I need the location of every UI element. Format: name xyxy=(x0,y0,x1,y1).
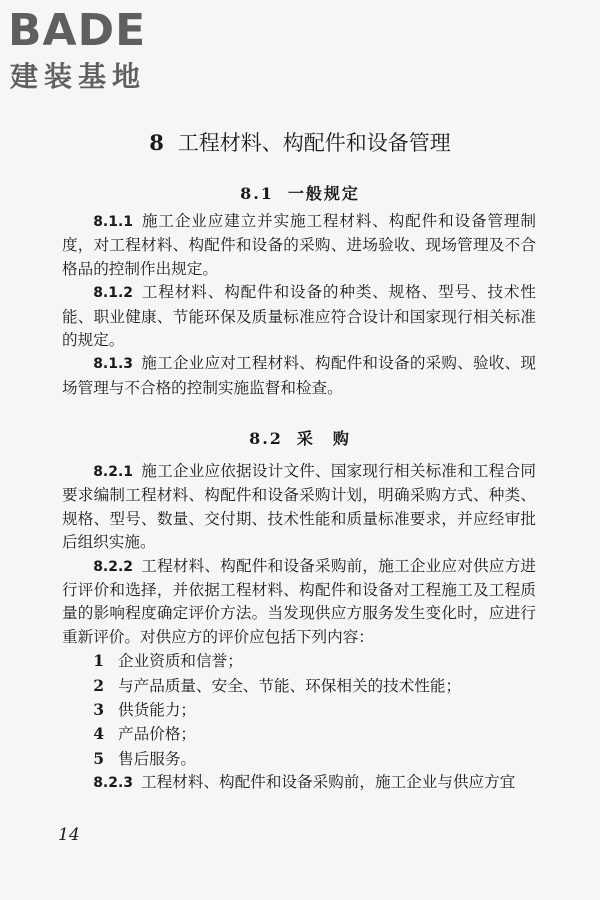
clause-text: 施工企业应对工程材料、构配件和设备的采购、验收、现场管理与不合格的控制实施监督和检查。 xyxy=(62,354,536,397)
chapter-title-text: 工程材料、构配件和设备管理 xyxy=(177,131,451,155)
list-item xyxy=(62,698,536,722)
section-title-text: 采 购 xyxy=(296,429,351,448)
list-item xyxy=(62,649,536,673)
list-item-number: 3 xyxy=(93,700,105,720)
clause-8-2-3 xyxy=(62,771,536,795)
page-number: 14 xyxy=(58,825,80,845)
list-item-text: 与产品质量、安全、节能、环保相关的技术性能； xyxy=(118,676,462,695)
watermark-subtitle: 建装基地 xyxy=(10,60,147,93)
section-8-2-body xyxy=(62,460,536,796)
chapter-number: 8 xyxy=(149,130,164,155)
section-number: 8.2 xyxy=(249,429,283,448)
clause-text: 施工企业应建立并实施工程材料、构配件和设备管理制度，对工程材料、构配件和设备的采购、进场验收、现场管理及不合格品的控制作出规定。 xyxy=(62,212,536,278)
bade-watermark-logo xyxy=(8,6,183,98)
list-item-number: 5 xyxy=(93,748,105,768)
section-title-8-2 xyxy=(0,427,600,451)
section-title-text: 一般规定 xyxy=(287,184,360,203)
list-item-text: 供货能力； xyxy=(118,701,197,720)
list-item-text: 企业资质和信誉； xyxy=(118,652,243,671)
watermark-brand: BADE xyxy=(8,5,147,56)
clause-8-1-1 xyxy=(62,210,536,281)
chapter-title xyxy=(0,128,600,158)
clause-text: 工程材料、构配件和设备采购前，施工企业应对供应方进行评价和选择，并依据工程材料、构配件和设备对工程施工及工程质量的影响程度确定评价方法。当发现供应方服务发生变化时，应进行重新评价。对供应方的评价应包括下列内容： xyxy=(62,556,536,646)
clause-number: 8.1.3 xyxy=(93,356,134,373)
section-title-8-1 xyxy=(0,182,600,206)
list-item-number: 1 xyxy=(93,651,105,671)
list-item xyxy=(62,722,536,746)
clause-8-1-2 xyxy=(62,281,536,352)
clause-number: 8.2.2 xyxy=(93,558,134,575)
clause-8-2-1 xyxy=(62,460,536,555)
section-8-1-body xyxy=(62,210,536,400)
list-item-number: 4 xyxy=(93,724,105,744)
list-item-text: 售后服务。 xyxy=(118,749,197,768)
list-item xyxy=(62,674,536,698)
list-item xyxy=(62,747,536,771)
list-item-text: 产品价格； xyxy=(118,725,197,744)
clause-text: 工程材料、构配件和设备的种类、规格、型号、技术性能、职业健康、节能环保及质量标准应符合设计和国家现行相关标准的规定。 xyxy=(62,283,536,350)
clause-number: 8.1.1 xyxy=(93,214,134,230)
clause-number: 8.2.3 xyxy=(93,775,134,792)
clause-8-2-2 xyxy=(62,555,536,650)
section-number: 8.1 xyxy=(240,184,274,203)
list-item-number: 2 xyxy=(93,675,105,695)
clause-number: 8.2.1 xyxy=(93,464,134,480)
clause-text: 施工企业应依据设计文件、国家现行相关标准和工程合同要求编制工程材料、构配件和设备采购计划，明确采购方式、种类、规格、型号、数量、交付期、技术性能和质量标准要求，并应经审批后组织实施。 xyxy=(62,462,536,552)
clause-text: 工程材料、构配件和设备采购前，施工企业与供应方宜 xyxy=(141,773,516,792)
clause-8-1-3 xyxy=(62,352,536,400)
clause-number: 8.1.2 xyxy=(93,285,134,302)
